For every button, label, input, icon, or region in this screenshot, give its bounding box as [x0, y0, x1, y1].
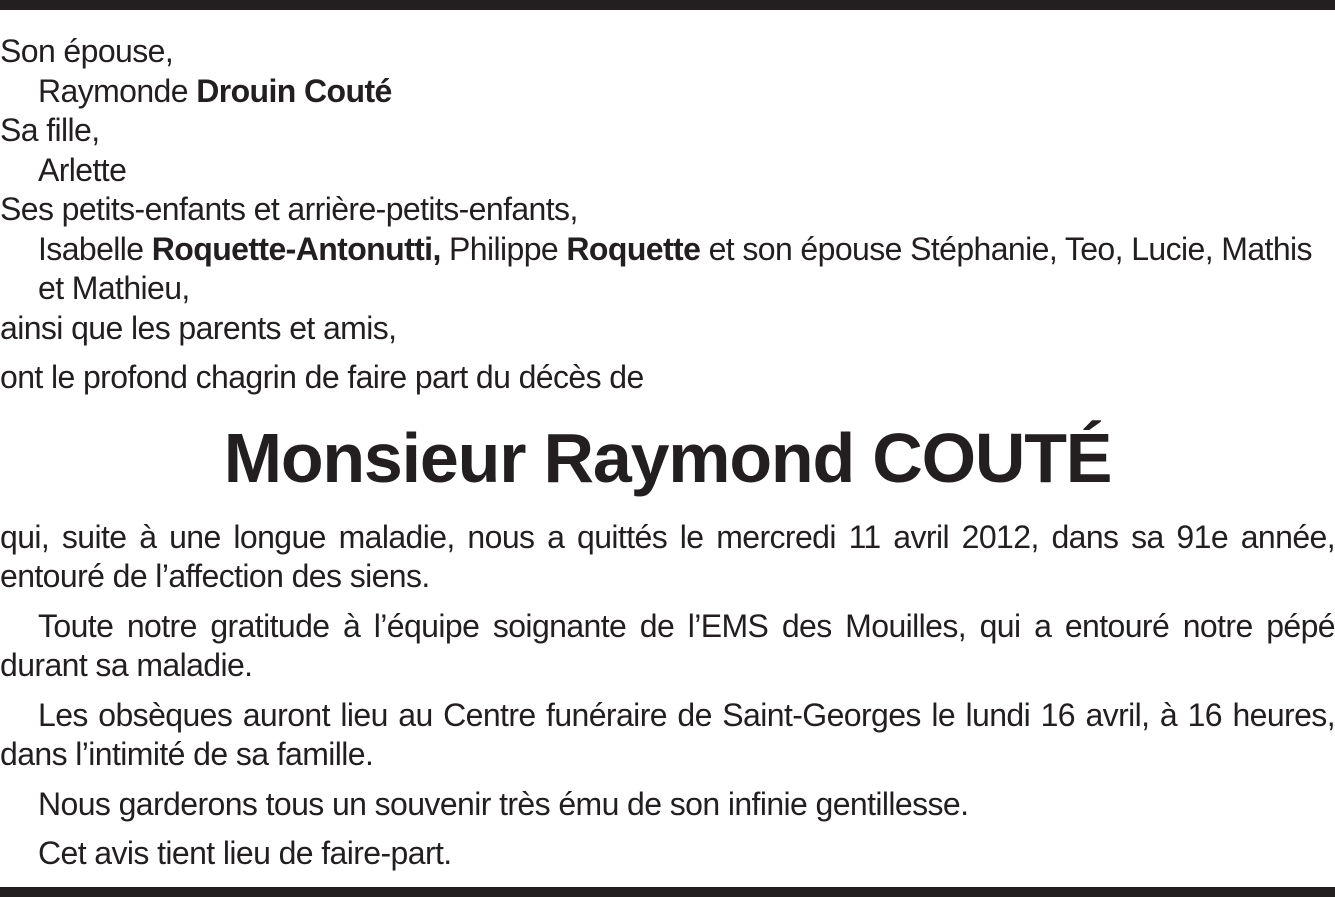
spouse-first-name: Raymonde [38, 72, 197, 109]
daughter-heading: Sa fille, [0, 112, 100, 148]
announcement-line: ont le profond chagrin de faire part du décès de [0, 359, 644, 395]
grandchildren-names [0, 230, 1335, 309]
grandchild2-first-name: Philippe [440, 230, 567, 267]
grandchildren-rest: et son épouse Stéphanie, Teo, Lucie, Mathis et Mathieu, [38, 230, 1312, 306]
grandchildren-heading: Ses petits-enfants et arrière-petits-enfants, [0, 191, 578, 227]
bottom-border-rule [0, 887, 1335, 897]
obituary-notice [0, 32, 1335, 874]
grandchild2-last-name: Roquette [566, 230, 701, 267]
top-border-rule [0, 0, 1335, 10]
notice-paragraph: Cet avis tient lieu de faire-part. [38, 835, 452, 871]
death-paragraph: qui, suite à une longue maladie, nous a quittés le mercredi 11 avril 2012, dans sa 91e année, entouré de l’affection des siens. [0, 518, 1335, 594]
daughter-name: Arlette [38, 151, 127, 188]
gratitude-paragraph: Toute notre gratitude à l’équipe soignante de l’EMS des Mouilles, qui a entouré notre pépé durant sa maladie. [0, 607, 1335, 683]
funeral-paragraph: Les obsèques auront lieu au Centre funéraire de Saint-Georges le lundi 16 avril, à 16 heures, dans l’intimité de sa famille. [0, 696, 1335, 772]
spouse-name [0, 72, 1335, 112]
spouse-last-name: Drouin Couté [196, 72, 392, 109]
spouse-heading: Son épouse, [0, 33, 174, 69]
memory-paragraph: Nous garderons tous un souvenir très ému de son infinie gentillesse. [38, 785, 969, 822]
grandchild1-first-name: Isabelle [38, 230, 152, 267]
relatives-line: ainsi que les parents et amis, [0, 309, 397, 346]
deceased-name: Monsieur Raymond COUTÉ [223, 418, 1112, 497]
grandchild1-last-name: Roquette-Antonutti, [151, 230, 441, 267]
